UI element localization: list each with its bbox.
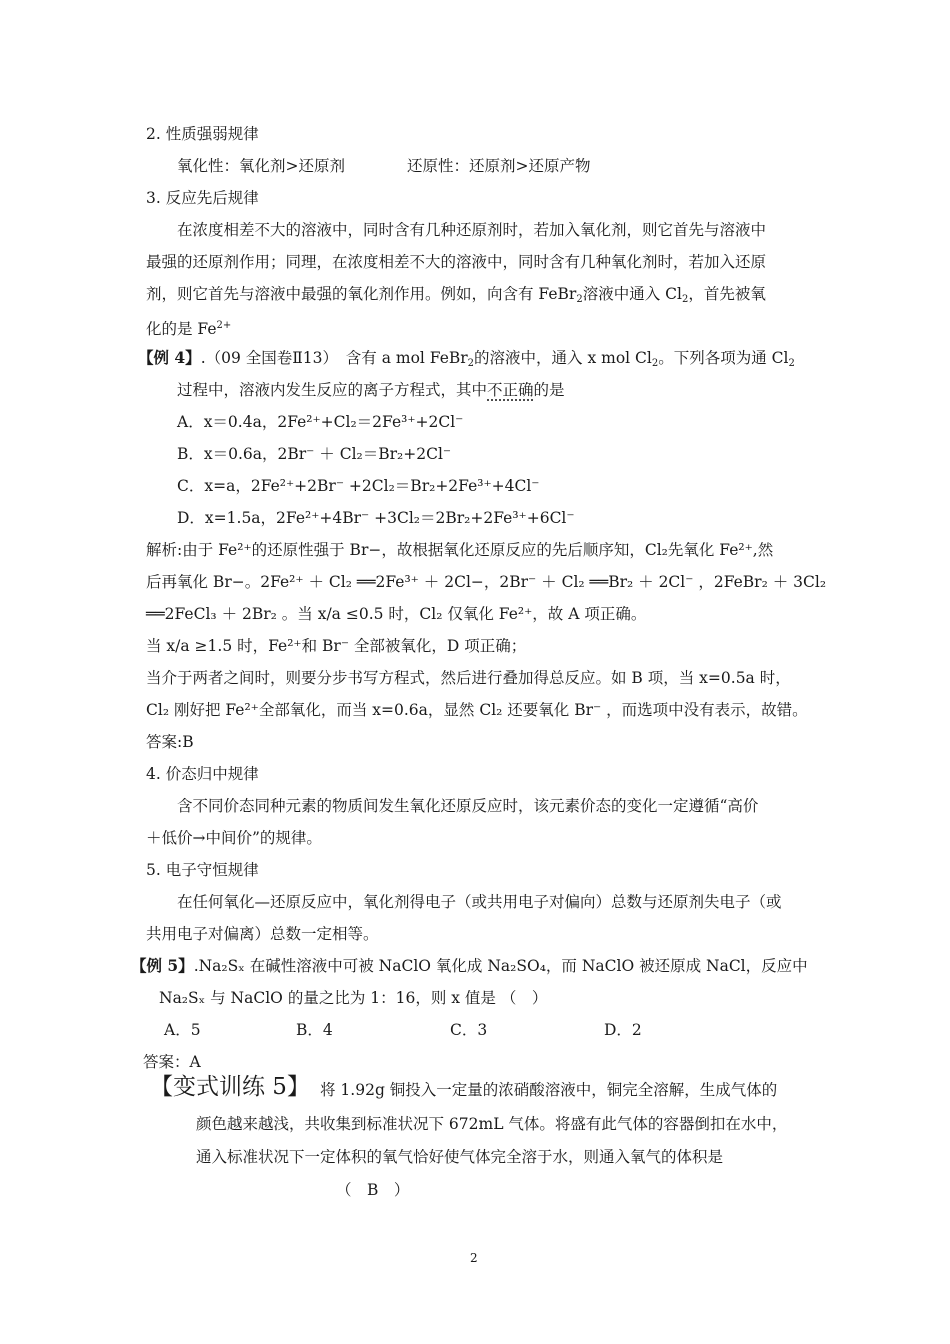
- variant-5-line: 颜色越来越浅，共收集到标准状况下 672mL 气体。将盛有此气体的容器倒扣在水中，: [196, 1115, 788, 1133]
- section-3-para-line: 最强的还原剂作用；同理，在浓度相差不大的溶液中，同时含有几种氧化剂时，若加入还原: [146, 253, 767, 271]
- example-4-label: 【例 4】: [138, 348, 201, 367]
- example-5-answer: 答案：A: [143, 1053, 201, 1071]
- section-4-title: 4. 价态归中规律: [146, 765, 259, 783]
- variant-5-line: 将 1.92g 铜投入一定量的浓硝酸溶液中，铜完全溶解，生成气体的: [320, 1081, 778, 1099]
- page-number: 2: [470, 1251, 478, 1265]
- analysis-line: 后再氧化 Br−。2Fe²⁺ ＋ Cl₂ ══2Fe³⁺ ＋ 2Cl−，2Br⁻ ＋ Cl₂ ══Br₂ ＋ 2Cl⁻ ，2FeBr₂ ＋ 3Cl₂: [146, 573, 827, 591]
- section-4-para-line: ＋低价→中间价”的规律。: [146, 829, 322, 847]
- section-3-para-line: 剂，则它首先与溶液中最强的氧化剂作用。例如，向含有 FeBr$_2$溶液中通入 $Cl_2$，首先被氧: [146, 285, 766, 305]
- example-5-option: A．5: [164, 1021, 201, 1039]
- analysis-line: ══2FeCl₃ ＋ 2Br₂ 。当 x/a ≤0.5 时，Cl₂ 仅氧化 Fe²⁺，故 A 项正确。: [146, 605, 647, 623]
- section-2-body: 氧化性：氧化剂>还原剂 还原性：还原剂>还原产物: [177, 157, 591, 175]
- example-4-stem-line2: 过程中，溶液内发生反应的离子方程式，其中不正确的是: [177, 381, 565, 399]
- variant-5-answer: （ B ）: [336, 1181, 410, 1199]
- section-2-title: 2. 性质强弱规律: [146, 125, 259, 143]
- analysis-line: 当介于两者之间时，则要分步书写方程式，然后进行叠加得总反应。如 B 项，当 x=0.5a 时，: [146, 669, 791, 687]
- example-4-answer: 答案:B: [146, 733, 194, 751]
- variant-5-line: 通入标准状况下一定体积的氧气恰好使气体完全溶于水，则通入氧气的体积是: [196, 1148, 724, 1166]
- option-a: A．x＝0.4a，2Fe²⁺+Cl₂＝2Fe³⁺+2Cl⁻: [177, 413, 464, 431]
- option-c: C．x=a，2Fe²⁺+2Br⁻ +2Cl₂＝Br₂+2Fe³⁺+4Cl⁻: [177, 477, 540, 495]
- analysis-line: 当 x/a ≥1.5 时，Fe²⁺和 Br⁻ 全部被氧化，D 项正确；: [146, 637, 527, 655]
- example-5-stem: 【例 5】.Na₂Sₓ 在碱性溶液中可被 NaClO 氧化成 Na₂SO₄，而 NaClO 被还原成 NaCl，反应中: [131, 956, 808, 975]
- variant-5-label: 【变式训练 5】: [150, 1074, 310, 1100]
- section-4-para-line: 含不同价态同种元素的物质间发生氧化还原反应时，该元素价态的变化一定遵循“高价: [177, 797, 759, 815]
- example-5-option: C．3: [450, 1021, 488, 1039]
- example-5-option: D．2: [604, 1021, 642, 1039]
- example-5-label: 【例 5】: [131, 956, 194, 975]
- example-5-option: B．4: [296, 1021, 333, 1039]
- example-4-stem: 【例 4】.（09 全国卷Ⅱ13） 含有 a mol FeBr$_2$的溶液中，通入 x mol $Cl_2$。下列各项为通 $Cl_2$: [138, 348, 795, 369]
- section-3-title: 3. 反应先后规律: [146, 189, 259, 207]
- analysis-line: 解析:由于 Fe²⁺的还原性强于 Br−，故根据氧化还原反应的先后顺序知，Cl₂先氧化 Fe²⁺,然: [146, 541, 774, 559]
- option-b: B．x＝0.6a，2Br⁻ ＋ Cl₂＝Br₂+2Cl⁻: [177, 445, 452, 463]
- example-5-stem-line2: Na₂Sₓ 与 NaClO 的量之比为 1：16，则 x 值是 （ ）: [159, 989, 548, 1007]
- section-5-para-line: 共用电子对偏离）总数一定相等。: [146, 925, 379, 943]
- analysis-line: Cl₂ 刚好把 Fe²⁺全部氧化，而当 x=0.6a，显然 Cl₂ 还要氧化 Br⁻ ，而选项中没有表示，故错。: [146, 701, 808, 719]
- option-d: D．x=1.5a，2Fe²⁺+4Br⁻ +3Cl₂＝2Br₂+2Fe³⁺+6Cl⁻: [177, 509, 575, 527]
- section-3-para-line: 在浓度相差不大的溶液中，同时含有几种还原剂时，若加入氧化剂，则它首先与溶液中: [177, 221, 767, 239]
- section-3-para-line: 化的是 $Fe^{2+}$: [146, 320, 232, 338]
- section-5-para-line: 在任何氧化—还原反应中，氧化剂得电子（或共用电子对偏向）总数与还原剂失电子（或: [177, 893, 782, 911]
- emphasis-dots: 不正确: [487, 381, 534, 399]
- section-5-title: 5. 电子守恒规律: [146, 861, 259, 879]
